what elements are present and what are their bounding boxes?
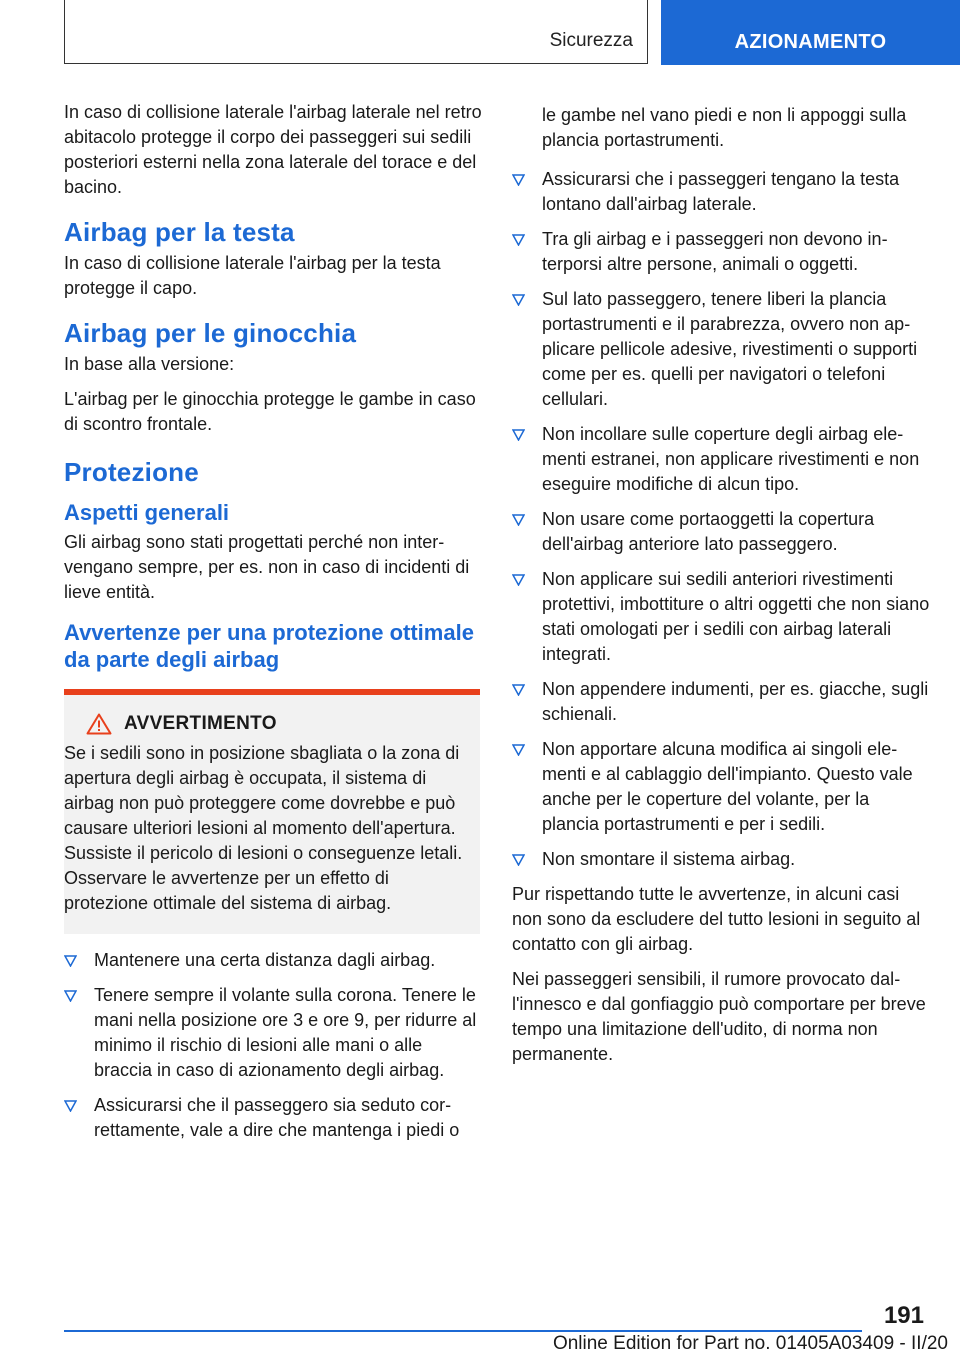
header-section-title: Sicurezza — [64, 0, 648, 64]
list-item: Sul lato passeggero, tenere liberi la plancia portastrumenti e il parabrezza, ovvero non applicare pellicole adesive, rivestimenti o supporti come per es. quelli per navigatori o telefoni cellulari. — [512, 287, 930, 412]
triangle-bullet-icon — [512, 514, 525, 526]
heading-protection: Protezione — [64, 457, 199, 487]
bullet-continuation: le gambe nel vano piedi e non li appoggi sulla plancia portastrumenti. — [542, 105, 907, 150]
warning-title: AVVERTIMENTO — [124, 713, 277, 734]
list-item: Tra gli airbag e i passeggeri non devono interporsi altre persone, animali o oggetti. — [512, 227, 930, 277]
list-item: Non applicare sui sedili anteriori rivestimenti protettivi, imbottiture o altri oggetti che non siano stati omologati per i sedili con airbag laterali integrati. — [512, 567, 930, 667]
heading-head-airbag: Airbag per la testa — [64, 217, 295, 247]
heading-knee-airbag: Airbag per le ginocchia — [64, 318, 357, 348]
list-item: Non incollare sulle coperture degli airbag elementi estranei, non applicare rivestimenti e non eseguire modifiche di alcun tipo. — [512, 422, 930, 497]
head-airbag-paragraph: In caso di collisione laterale l'airbag per la testa protegge il capo. — [64, 253, 441, 298]
knee-airbag-version: In base alla versione: — [64, 354, 235, 374]
general-paragraph: Gli airbag sono stati progettati perché non intervengano sempre, per es. non in caso di incidenti di lieve entità. — [64, 532, 470, 602]
triangle-bullet-icon — [64, 1100, 77, 1112]
knee-airbag-paragraph: L'airbag per le ginocchia protegge le gambe in caso di scontro frontale. — [64, 389, 476, 434]
triangle-bullet-icon — [512, 174, 525, 186]
footer-edition: Online Edition for Part no. 01405A03409 - II/20 — [552, 1333, 948, 1354]
intro-paragraph: In caso di collisione laterale l'airbag laterale nel retro abitacolo protegge il corpo dei passeggeri sui sedili posteriori esterni nella zona laterale del torace e del bacino. — [64, 102, 482, 197]
heading-warnings: Avvertenze per una protezione ottimale da parte degli airbag — [64, 620, 474, 672]
right-column — [512, 103, 930, 1077]
triangle-bullet-icon — [512, 429, 525, 441]
right-paragraph-1: Pur rispettando tutte le avvertenze, in alcuni casi non sono da escludere del tutto lesioni in seguito al contatto con gli airbag. — [512, 884, 921, 954]
triangle-bullet-icon — [512, 744, 525, 756]
triangle-bullet-icon — [512, 294, 525, 306]
triangle-bullet-icon — [64, 990, 77, 1002]
heading-general: Aspetti generali — [64, 500, 230, 525]
list-item: Assicurarsi che i passeggeri tengano la testa lontano dall'airbag laterale. — [512, 167, 930, 217]
list-item: Non smontare il sistema airbag. — [512, 847, 930, 872]
list-item: Assicurarsi che il passeggero sia seduto correttamente, vale a dire che mantenga i piedi o — [64, 1093, 484, 1143]
warning-body: Se i sedili sono in posizione sbagliata o la zona di apertura degli airbag è occupata, il sistema di airbag non può proteggere come dovrebbe e può causare ulteriori lesioni al momento dell'apertura. Sussiste il pericolo di lesioni o conseguenze letali. Osservare le avvertenze per un effetto di protezione ottimale del sistema di airbag. — [64, 743, 463, 913]
warning-header — [64, 713, 470, 735]
left-column — [64, 100, 484, 1153]
footer-divider — [64, 1330, 862, 1332]
triangle-bullet-icon — [512, 684, 525, 696]
list-item: Non appendere indumenti, per es. giacche, sugli schienali. — [512, 677, 930, 727]
warning-triangle-icon — [86, 713, 112, 735]
triangle-bullet-icon — [512, 854, 525, 866]
triangle-bullet-icon — [64, 955, 77, 967]
header-chapter-tab: AZIONAMENTO — [661, 0, 960, 65]
list-item: Tenere sempre il volante sulla corona. Tenere le mani nella posizione ore 3 e ore 9, per ridurre al minimo il rischio di lesioni alle mani o alle braccia in caso di azionamento degli airbag. — [64, 983, 484, 1083]
warning-box — [64, 689, 480, 934]
list-item: Non usare come portaoggetti la copertura dell'airbag anteriore lato passeggero. — [512, 507, 930, 557]
left-bullet-list — [64, 948, 484, 1143]
page-number: 191 — [883, 1302, 924, 1329]
right-paragraph-2: Nei passeggeri sensibili, il rumore provocato dall'innesco e dal gonfiaggio può comportare per breve tempo una limitazione dell'udito, di norma non permanente. — [512, 969, 926, 1064]
list-item: Mantenere una certa distanza dagli airbag. — [64, 948, 484, 973]
right-bullet-list — [512, 167, 930, 872]
triangle-bullet-icon — [512, 574, 525, 586]
list-item: Non apportare alcuna modifica ai singoli elementi e al cablaggio dell'impianto. Questo vale anche per le coperture del volante, per la plancia portastrumenti e per i sedili. — [512, 737, 930, 837]
triangle-bullet-icon — [512, 234, 525, 246]
